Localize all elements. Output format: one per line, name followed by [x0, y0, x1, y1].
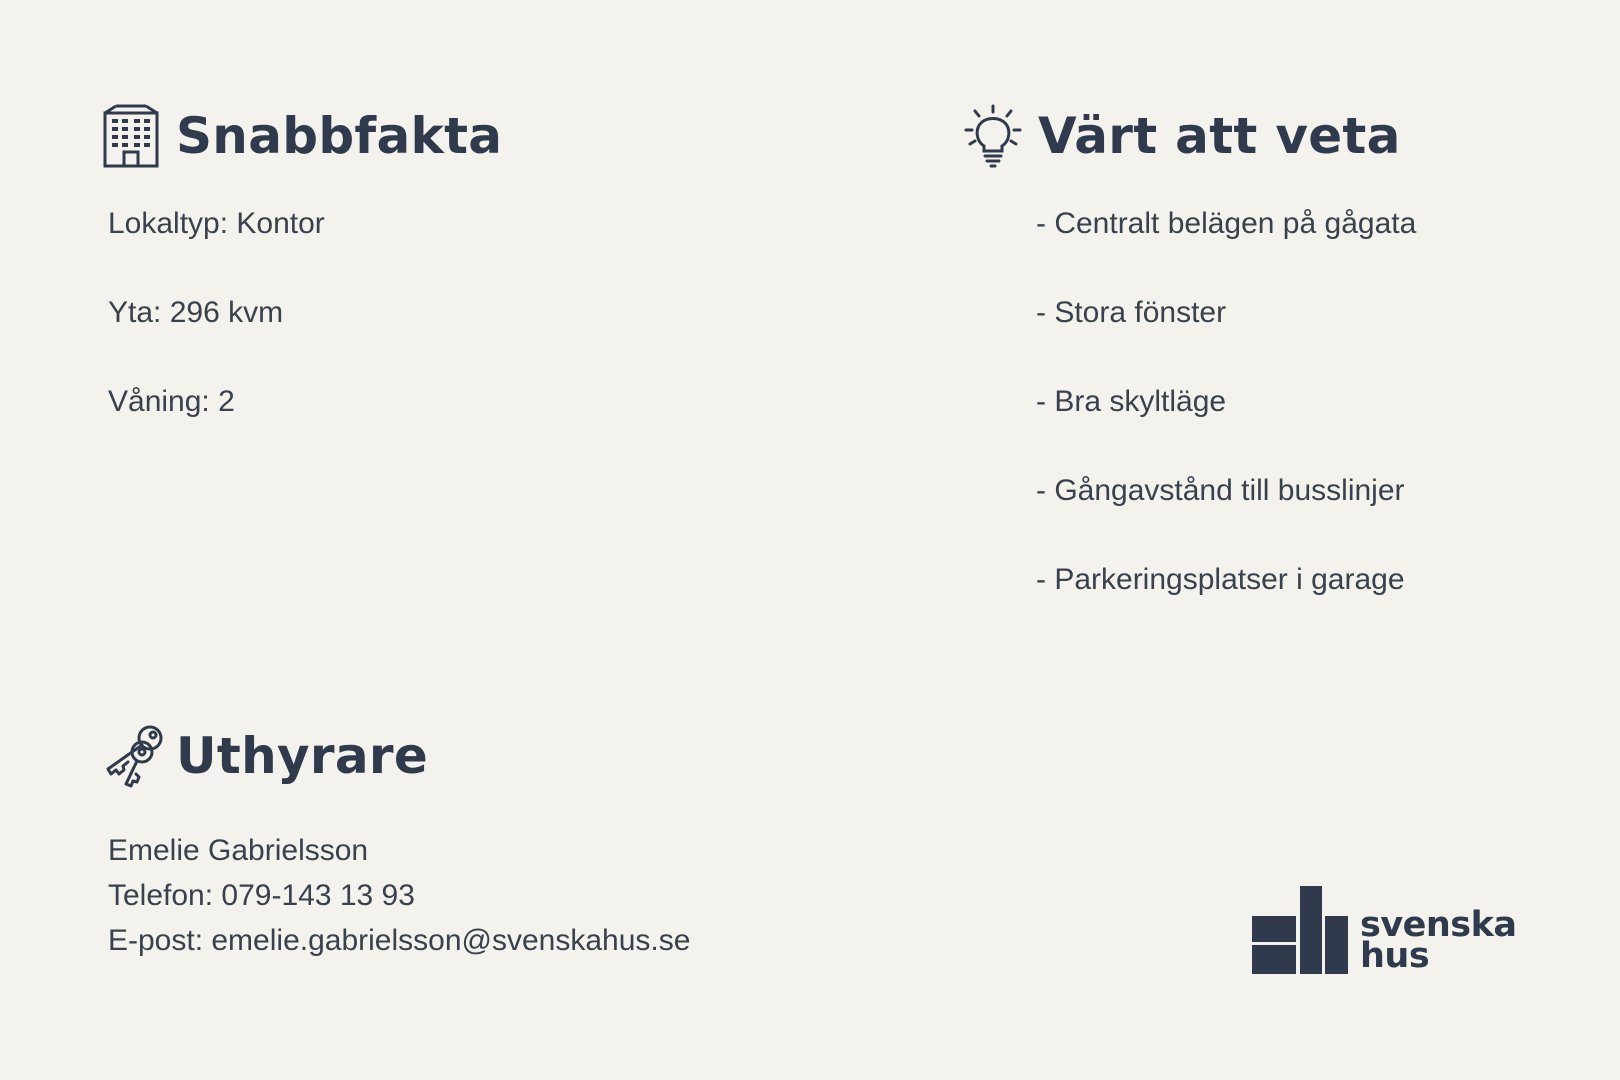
contact-info [108, 828, 690, 963]
uthyrare-title: Uthyrare [176, 727, 429, 785]
list-item: - Gångavstånd till busslinjer [1036, 474, 1405, 507]
office-building-icon [102, 104, 160, 168]
list-item: Lokaltyp: Kontor [108, 207, 325, 240]
list-item: - Parkeringsplatser i garage [1036, 563, 1405, 596]
lightbulb-icon [964, 104, 1022, 168]
logo-wordmark [1360, 905, 1517, 976]
snabbfakta-header [102, 104, 502, 168]
list-item: - Bra skyltläge [1036, 385, 1227, 418]
svenska-hus-logo-mark [1252, 886, 1348, 974]
list-item: - Centralt belägen på gågata [1036, 207, 1417, 240]
logo-line-2: hus [1360, 936, 1430, 976]
snabbfakta-list [108, 207, 325, 474]
list-item: Våning: 2 [108, 385, 235, 418]
vart-att-veta-list [1036, 207, 1416, 652]
svenska-hus-logo [1252, 886, 1517, 974]
vart-att-veta-header [964, 104, 1401, 168]
contact-name: Emelie Gabrielsson [108, 834, 369, 867]
contact-phone: Telefon: 079-143 13 93 [108, 879, 415, 912]
contact-email: E-post: emelie.gabrielsson@svenskahus.se [108, 924, 691, 957]
logo-line-1: svenska [1360, 905, 1517, 945]
vart-att-veta-title: Värt att veta [1038, 107, 1401, 165]
list-item: Yta: 296 kvm [108, 296, 284, 329]
snabbfakta-title: Snabbfakta [176, 107, 503, 165]
uthyrare-header [102, 724, 428, 788]
list-item: - Stora fönster [1036, 296, 1227, 329]
keys-icon [102, 724, 160, 788]
